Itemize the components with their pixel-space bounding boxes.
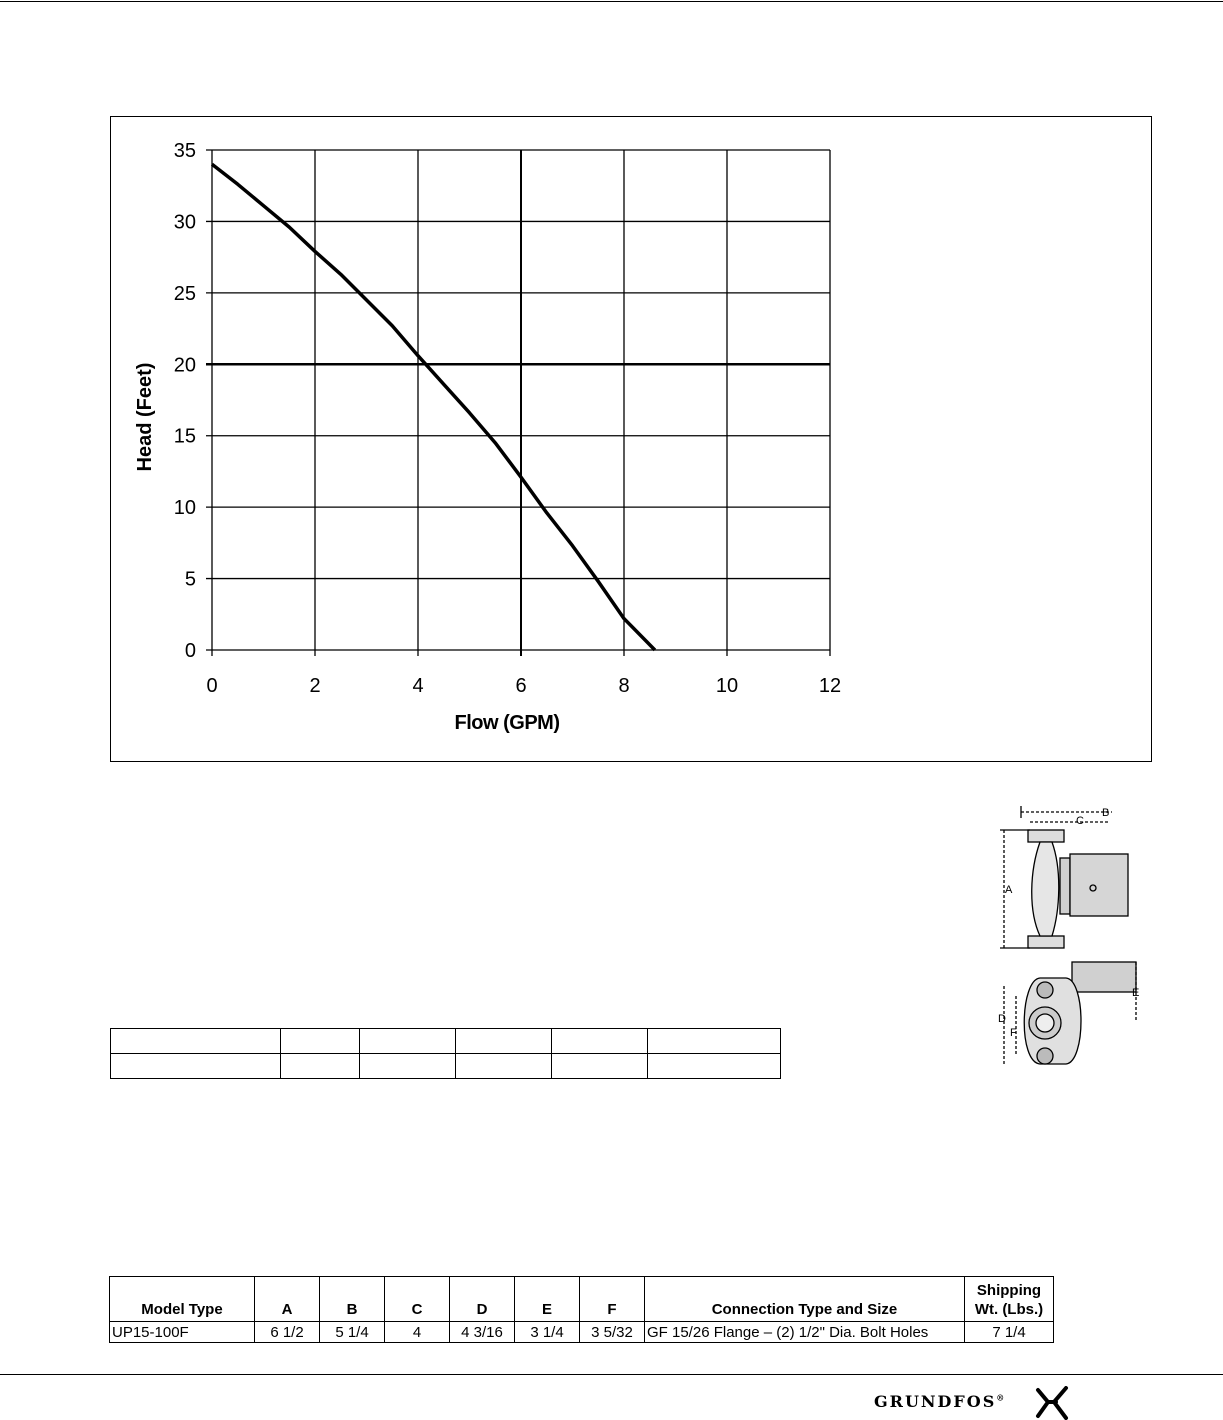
cell-a: 6 1/2 <box>255 1322 320 1343</box>
blank-row <box>111 1029 781 1054</box>
dim-label-d: D <box>998 1013 1006 1025</box>
x-tick-label: 12 <box>818 675 842 697</box>
blank-table <box>110 1028 781 1079</box>
cell-shipping: 7 1/4 <box>965 1322 1054 1343</box>
spec-table <box>109 1276 1054 1343</box>
header-f: F <box>580 1277 645 1322</box>
blank-cell <box>360 1029 456 1054</box>
logo-text <box>874 1392 1006 1411</box>
series-line <box>212 164 655 650</box>
cell-e: 3 1/4 <box>515 1322 580 1343</box>
x-tick-label: 6 <box>515 675 527 697</box>
header-b: B <box>320 1277 385 1322</box>
header-e: E <box>515 1277 580 1322</box>
spec-header-row <box>110 1277 1054 1322</box>
y-tick-label: 20 <box>173 354 196 377</box>
x-tick-label: 2 <box>309 675 321 697</box>
x-tick-label: 4 <box>412 675 424 697</box>
blank-cell <box>111 1029 281 1054</box>
header-shipping <box>965 1277 1054 1322</box>
cell-d: 4 3/16 <box>450 1322 515 1343</box>
cell-f: 3 5/32 <box>580 1322 645 1343</box>
cell-model: UP15-100F <box>110 1322 255 1343</box>
dim-label-a: A <box>1005 884 1013 896</box>
grundfos-x-icon <box>1032 1386 1072 1420</box>
grundfos-logo <box>874 1386 1074 1420</box>
cell-c: 4 <box>385 1322 450 1343</box>
dim-label-f: F <box>1010 1027 1017 1039</box>
y-tick-label: 15 <box>173 425 196 448</box>
blank-cell <box>111 1054 281 1079</box>
blank-row <box>111 1054 781 1079</box>
dim-label-e: E <box>1132 987 1140 999</box>
blank-cell <box>281 1054 360 1079</box>
y-tick-label: 25 <box>173 282 196 305</box>
chart-svg <box>111 117 1151 761</box>
dim-label-b: B <box>1102 807 1110 819</box>
header-shipping-line2: Wt. (Lbs.) <box>974 1301 1044 1318</box>
header-a: A <box>255 1277 320 1322</box>
y-axis-label: Head (Feet) <box>134 362 156 472</box>
logo-wordmark: GRUNDFOS <box>874 1392 997 1411</box>
header-shipping-line1: Shipping <box>976 1282 1042 1299</box>
x-tick-label: 10 <box>715 675 739 697</box>
y-tick-label: 0 <box>184 640 196 662</box>
blank-cell <box>456 1054 552 1079</box>
pump-dimension-drawing <box>990 800 1150 1075</box>
x-axis-label: Flow (GPM) <box>454 712 560 734</box>
header-connection: Connection Type and Size <box>645 1277 965 1322</box>
header-d: D <box>450 1277 515 1322</box>
x-tick-label: 0 <box>206 675 218 697</box>
bottom-rule <box>0 1374 1223 1375</box>
blank-cell <box>552 1029 648 1054</box>
blank-cell <box>281 1029 360 1054</box>
cell-connection: GF 15/26 Flange – (2) 1/2" Dia. Bolt Holes <box>645 1322 965 1343</box>
x-tick-label: 8 <box>618 675 630 697</box>
table-row <box>110 1322 1054 1343</box>
blank-cell <box>648 1054 781 1079</box>
blank-cell <box>360 1054 456 1079</box>
logo-registered: ® <box>996 1392 1007 1403</box>
cell-b: 5 1/4 <box>320 1322 385 1343</box>
top-rule <box>0 1 1223 2</box>
y-tick-label: 10 <box>173 497 196 520</box>
pump-curve-chart <box>110 116 1152 762</box>
blank-cell <box>552 1054 648 1079</box>
y-tick-label: 30 <box>173 211 196 234</box>
y-tick-label: 35 <box>173 140 196 162</box>
header-c: C <box>385 1277 450 1322</box>
blank-cell <box>456 1029 552 1054</box>
blank-cell <box>648 1029 781 1054</box>
dim-label-c: C <box>1076 815 1084 827</box>
header-model-type: Model Type <box>110 1277 255 1322</box>
y-tick-label: 5 <box>184 568 196 591</box>
